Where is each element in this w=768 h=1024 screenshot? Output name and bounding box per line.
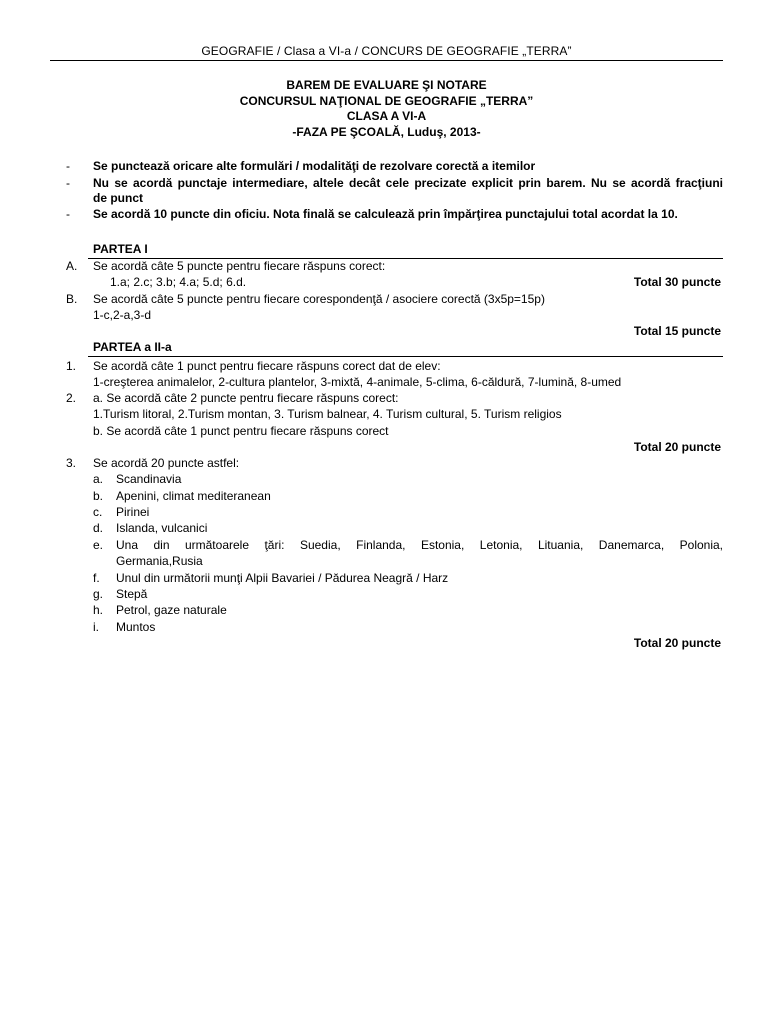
item-answers: 1-creşterea animalelor, 2-cultura plantelor, 3-mixtă, 4-animale, 5-clima, 6-căldură, 7-lumină, 8-umed xyxy=(93,375,622,389)
item-label: B. xyxy=(66,292,78,306)
item-text: Se acordă câte 1 punct pentru fiecare răspuns corect dat de elev: xyxy=(93,359,441,373)
section-heading-partea-1: PARTEA I xyxy=(93,242,148,256)
subitem-text: Pirinei xyxy=(116,505,150,519)
rule-text: Se punctează oricare alte formulări / modalităţi de rezolvare corectă a itemilor xyxy=(93,159,536,173)
running-header: GEOGRAFIE / Clasa a VI-a / CONCURS DE GEOGRAFIE „TERRA” xyxy=(201,44,572,58)
subitem-text-continuation: Germania,Rusia xyxy=(116,554,203,568)
rule-bullet: - xyxy=(66,159,70,173)
item-answers: 1.Turism litoral, 2.Turism montan, 3. Turism balnear, 4. Turism cultural, 5. Turism religios xyxy=(93,407,562,421)
item-answers: 1-c,2-a,3-d xyxy=(93,308,152,322)
title-line-1: BAREM DE EVALUARE ŞI NOTARE xyxy=(286,78,487,92)
subitem-text: Stepă xyxy=(116,587,148,601)
subitem-text: Apenini, climat mediteranean xyxy=(116,489,271,503)
item-text: b. Se acordă câte 1 punct pentru fiecare răspuns corect xyxy=(93,424,389,438)
rule-text: Nu se acordă punctaje intermediare, altele decât cele precizate explicit prin barem. Nu se acordă fracţiuni xyxy=(93,176,723,190)
section-rule xyxy=(88,356,723,357)
item-text: a. Se acordă câte 2 puncte pentru fiecare răspuns corect: xyxy=(93,391,399,405)
item-label: 1. xyxy=(66,359,77,373)
rule-text-continuation: de punct xyxy=(93,191,143,205)
subitem-letter: f. xyxy=(93,571,100,585)
subitem-text: Muntos xyxy=(116,620,156,634)
title-block xyxy=(50,78,723,140)
subitem-text: Islanda, vulcanici xyxy=(116,521,208,535)
subitem-letter: b. xyxy=(93,489,104,503)
rule-bullet: - xyxy=(66,207,70,221)
item-answers: 1.a; 2.c; 3.b; 4.a; 5.d; 6.d. xyxy=(110,275,247,289)
subitem-letter: a. xyxy=(93,472,104,486)
subitem-letter: g. xyxy=(93,587,104,601)
subitem-letter: i. xyxy=(93,620,99,634)
subitem-text: Scandinavia xyxy=(116,472,182,486)
title-line-4: -FAZA PE ŞCOALĂ, Luduş, 2013- xyxy=(292,124,481,139)
item-label: 2. xyxy=(66,391,77,405)
rule-bullet: - xyxy=(66,176,70,190)
total-points: Total 20 puncte xyxy=(633,440,721,454)
total-points: Total 30 puncte xyxy=(633,275,721,289)
item-label: A. xyxy=(66,259,78,273)
subitem-text: Unul din următorii munţi Alpii Bavariei / Pădurea Neagră / Harz xyxy=(116,571,449,585)
rule-text: Se acordă 10 puncte din oficiu. Nota finală se calculează prin împărţirea punctajului total acordat la 10. xyxy=(93,207,678,221)
section-heading-partea-2: PARTEA a II-a xyxy=(93,340,172,354)
total-points: Total 20 puncte xyxy=(633,636,721,650)
subitem-letter: e. xyxy=(93,538,104,552)
subitem-text: Petrol, gaze naturale xyxy=(116,603,227,617)
subitem-letter: c. xyxy=(93,505,103,519)
item-text: Se acordă câte 5 puncte pentru fiecare corespondenţă / asociere corectă (3x5p=15p) xyxy=(93,292,545,306)
subitem-letter: h. xyxy=(93,603,104,617)
total-points: Total 15 puncte xyxy=(633,324,721,338)
title-line-3: CLASA A VI-A xyxy=(346,109,427,123)
item-text: Se acordă 20 puncte astfel: xyxy=(93,456,240,470)
header-rule xyxy=(50,60,723,61)
subitem-text: Una din următoarele ţări: Suedia, Finlanda, Estonia, Letonia, Lituania, Danemarca, Polonia, xyxy=(116,538,723,552)
item-text: Se acordă câte 5 puncte pentru fiecare răspuns corect: xyxy=(93,259,386,273)
title-line-2: CONCURSUL NAŢIONAL DE GEOGRAFIE „TERRA” xyxy=(239,93,534,108)
item-label: 3. xyxy=(66,456,77,470)
subitem-letter: d. xyxy=(93,521,104,535)
